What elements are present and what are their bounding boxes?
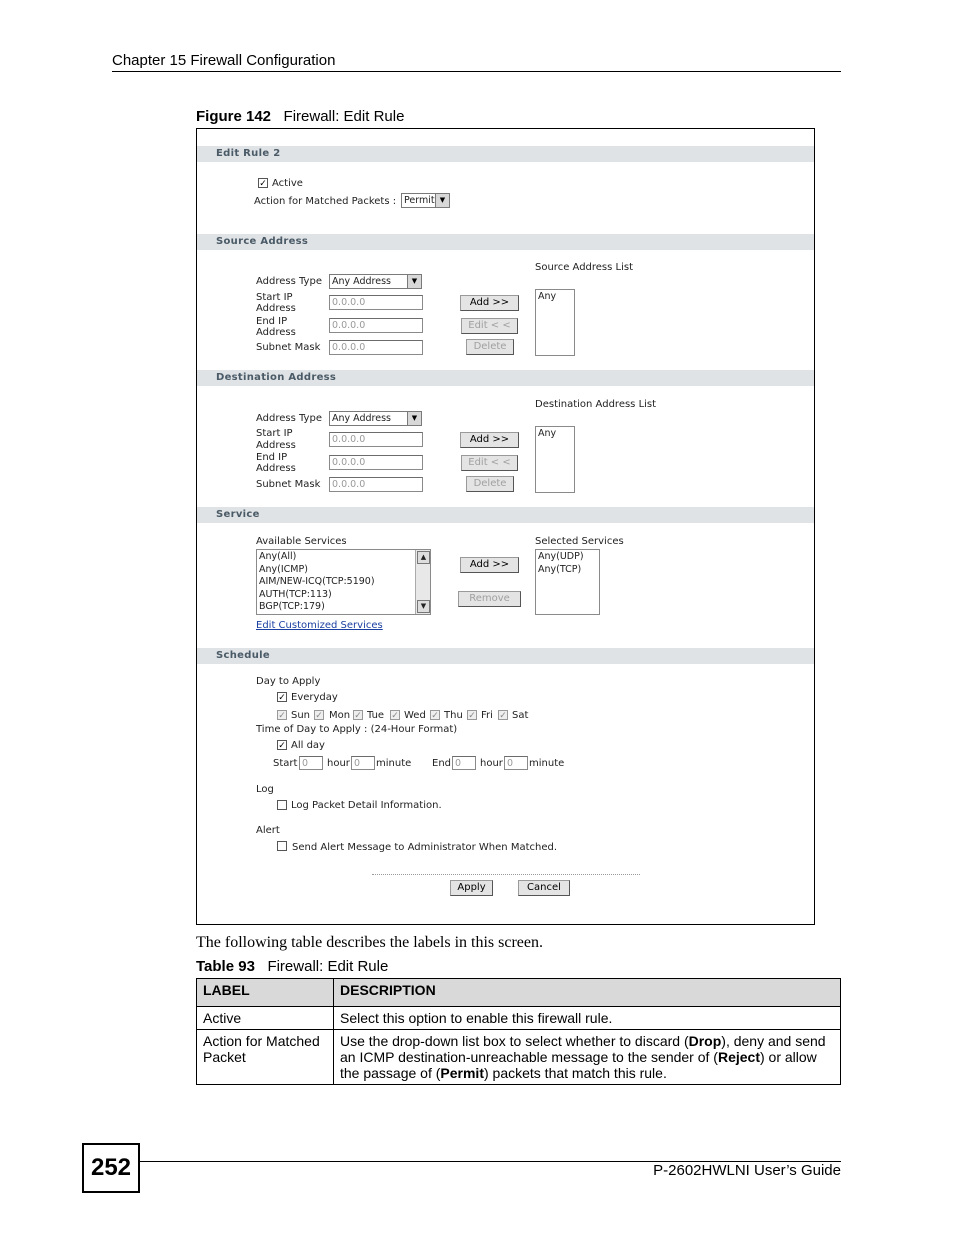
destination-start-ip-input[interactable]: 0.0.0.0 [329,432,423,447]
active-checkbox[interactable]: ✓ [259,178,267,188]
table-caption [196,958,388,975]
desc-text: Use the drop-down list box to select whether to discard ( [340,1033,689,1049]
description-table [196,978,841,1085]
day-to-apply-label: Day to Apply [256,676,321,687]
source-add-button[interactable]: Add >> [460,295,519,311]
selected-services-label: Selected Services [535,536,624,547]
destination-address-type-label: Address Type [256,413,322,424]
start-hour-input[interactable]: 0 [299,756,323,770]
row-label: Action for Matched Packet [197,1030,334,1085]
end-hour-label: hour [480,758,503,769]
destination-address-type-select[interactable] [329,411,422,426]
figure-caption [196,108,404,125]
section-title: Schedule [216,650,270,661]
figure-title: Firewall: Edit Rule [283,108,405,125]
day-label-mon: Mon [329,710,351,721]
day-label-sat: Sat [512,710,529,721]
everyday-checkbox[interactable]: ✓ [278,692,286,702]
table-row [197,1030,841,1085]
section-schedule [197,648,814,664]
start-hour-label: hour [327,758,350,769]
chevron-down-icon: ▼ [407,412,421,425]
header-label: LABEL [197,979,334,1007]
figure-label: Figure 142 [196,108,272,125]
source-delete-button[interactable]: Delete [466,339,514,355]
destination-end-ip-label-1: End IP [256,452,288,463]
section-title: Edit Rule 2 [216,148,281,159]
page-number: 252 [82,1143,140,1193]
source-subnet-input[interactable]: 0.0.0.0 [329,340,423,355]
scroll-down-icon[interactable]: ▼ [417,600,430,613]
allday-checkbox[interactable]: ✓ [278,740,286,750]
sun-checkbox[interactable]: ✓ [278,710,286,720]
wed-checkbox[interactable]: ✓ [391,710,399,720]
section-title: Destination Address [216,372,337,383]
start-minute-input[interactable]: 0 [351,756,375,770]
section-source-address [197,234,814,250]
desc-bold: Permit [440,1065,484,1081]
source-end-ip-label-1: End IP [256,316,288,327]
edit-customized-services-link[interactable]: Edit Customized Services [256,620,383,631]
row-label: Active [197,1007,334,1030]
list-item[interactable]: BGP(TCP:179) [259,601,325,612]
source-list-title: Source Address List [535,262,634,273]
list-item[interactable]: Any [538,428,557,439]
source-start-ip-label-2: Address [256,303,296,314]
action-select[interactable] [401,193,450,208]
source-start-ip-label-1: Start IP [256,292,293,303]
header-description: DESCRIPTION [334,979,841,1007]
available-services-list[interactable] [256,549,431,615]
source-end-ip-input[interactable]: 0.0.0.0 [329,318,423,333]
desc-bold: Drop [688,1033,722,1049]
destination-end-ip-label-2: Address [256,463,296,474]
select-value: Any Address [332,276,391,287]
day-label-sun: Sun [291,710,311,721]
list-item[interactable]: Any [538,291,557,302]
chevron-down-icon: ▼ [435,194,449,207]
source-subnet-label: Subnet Mask [256,342,321,353]
list-item[interactable]: AIM/NEW-ICQ(TCP:5190) [259,576,375,587]
day-label-thu: Thu [444,710,463,721]
log-checkbox[interactable] [277,800,287,810]
source-address-list[interactable] [535,289,575,356]
source-edit-button[interactable]: Edit < < [461,318,518,334]
section-service [197,507,814,523]
destination-end-ip-input[interactable]: 0.0.0.0 [329,455,423,470]
apply-button[interactable]: Apply [450,880,493,896]
destination-subnet-label: Subnet Mask [256,479,321,490]
thu-checkbox[interactable]: ✓ [431,710,439,720]
header-rule [112,71,841,72]
selected-services-list[interactable] [535,549,600,615]
source-address-type-label: Address Type [256,276,322,287]
day-label-fri: Fri [481,710,493,721]
desc-text: ) packets that match this rule. [483,1065,667,1081]
cancel-button[interactable]: Cancel [518,880,570,896]
source-start-ip-input[interactable]: 0.0.0.0 [329,295,423,310]
time-of-day-label: Time of Day to Apply : (24-Hour Format) [256,724,458,735]
tue-checkbox[interactable]: ✓ [354,710,362,720]
section-title: Service [216,509,260,520]
desc-bold: Reject [717,1049,760,1065]
scroll-up-icon[interactable]: ▲ [417,551,430,564]
service-remove-button[interactable]: Remove [458,591,521,607]
alert-option-label: Send Alert Message to Administrator When Matched. [292,842,558,853]
list-item[interactable]: Any(TCP) [538,563,582,575]
log-label: Log [256,784,274,795]
start-label: Start [273,758,298,769]
mon-checkbox[interactable]: ✓ [315,710,323,720]
destination-add-button[interactable]: Add >> [460,432,519,448]
chevron-down-icon: ▼ [407,275,421,288]
destination-address-list[interactable] [535,426,575,493]
section-destination-address [197,370,814,386]
log-option-label: Log Packet Detail Information. [291,800,442,811]
table-row [197,1007,841,1030]
table-label: Table 93 [196,958,255,975]
alert-label: Alert [256,825,280,836]
day-label-wed: Wed [404,710,426,721]
end-minute-input[interactable]: 0 [504,756,528,770]
source-address-type-select[interactable] [329,274,422,289]
destination-list-title: Destination Address List [535,399,657,410]
sat-checkbox[interactable]: ✓ [499,710,507,720]
end-hour-input[interactable]: 0 [452,756,476,770]
alert-checkbox[interactable] [277,841,287,851]
scrollbar[interactable] [415,550,430,614]
destination-edit-button[interactable]: Edit < < [461,455,518,471]
destination-start-ip-label-1: Start IP [256,428,293,439]
destination-delete-button[interactable]: Delete [466,476,514,492]
day-label-tue: Tue [367,710,385,721]
list-item[interactable]: AUTH(TCP:113) [259,588,332,600]
end-minute-label: minute [529,758,565,769]
list-item[interactable]: Any(UDP) [538,551,584,562]
section-title: Source Address [216,236,309,247]
chapter-header: Chapter 15 Firewall Configuration [112,52,336,69]
section-edit-rule [197,146,814,162]
desc-text: ) or allow the passage of ( [340,1049,817,1081]
start-minute-label: minute [376,758,412,769]
action-select-value: Permit [404,195,435,206]
destination-subnet-input[interactable]: 0.0.0.0 [329,477,423,492]
desc-text: ), deny and send an ICMP destination-unreachable message to the sender of ( [340,1033,826,1065]
source-end-ip-label-2: Address [256,327,296,338]
divider [372,874,640,875]
row-description [334,1030,841,1085]
list-item[interactable]: Any(ICMP) [259,563,308,575]
available-services-label: Available Services [256,536,347,547]
destination-start-ip-label-2: Address [256,440,296,451]
table-title: Firewall: Edit Rule [267,958,389,975]
list-item[interactable]: Any(All) [259,551,297,562]
service-add-button[interactable]: Add >> [460,557,519,573]
row-description: Select this option to enable this firewall rule. [334,1007,841,1030]
fri-checkbox[interactable]: ✓ [468,710,476,720]
everyday-label: Everyday [291,692,338,703]
action-label: Action for Matched Packets : [254,196,397,207]
end-label: End [432,758,452,769]
table-header-row [197,979,841,1007]
select-value: Any Address [332,413,391,424]
guide-title: P-2602HWLNI User’s Guide [653,1162,841,1179]
allday-label: All day [291,740,325,751]
intro-text: The following table describes the labels in this screen. [196,934,544,951]
active-label: Active [272,178,303,189]
